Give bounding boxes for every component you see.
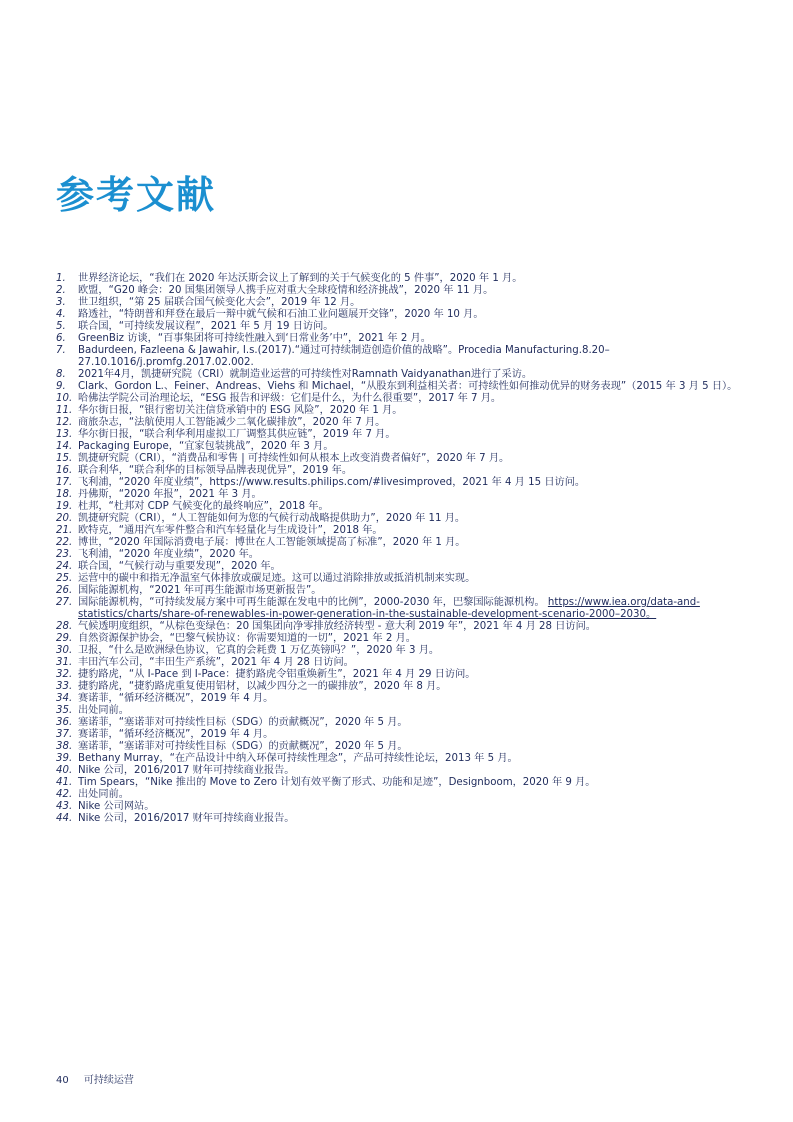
reference-number: 32. (56, 669, 73, 680)
reference-text: 商旅杂志，“法航使用人工智能减少二氧化碳排放”，2020 年 7 月。 (78, 417, 386, 428)
reference-text: GreenBiz 访谈，“百事集团将可持续性融入到‘日常业务’中”，2021 年 2 月。 (78, 333, 431, 344)
reference-item (56, 405, 746, 417)
reference-text: Nike 公司，2016/2017 财年可持续商业报告。 (78, 813, 295, 824)
reference-text: Nike 公司，2016/2017 财年可持续商业报告。 (78, 765, 295, 776)
reference-number: 11. (56, 405, 73, 416)
reference-number: 6. (56, 333, 66, 344)
reference-item (56, 345, 746, 369)
reference-text: 哈佛法学院公司治理论坛，“ESG 报告和评级：它们是什么，为什么很重要”，2017 年 7 月。 (78, 393, 502, 404)
reference-number: 29. (56, 633, 73, 644)
reference-text: 赛诺菲，“循环经济概况”，2019 年 4 月。 (78, 729, 274, 740)
reference-text: Bethany Murray，“在产品设计中纳入环保可持续性理念”，产品可持续性论坛，2013 年 5 月。 (78, 753, 518, 764)
reference-text: 气候透明度组织，“从棕色变绿色：20 国集团向净零排放经济转型 - 意大利 2019 年”，2021 年 4 月 28 日访问。 (78, 621, 596, 632)
reference-item (56, 789, 746, 801)
reference-number: 13. (56, 429, 73, 440)
reference-item (56, 717, 746, 729)
reference-item (56, 513, 746, 525)
reference-item (56, 501, 746, 513)
reference-number: 42. (56, 789, 73, 800)
reference-number: 12. (56, 417, 73, 428)
reference-text: 联合利华，“联合利华的目标领导品牌表现优异”，2019 年。 (78, 465, 353, 476)
reference-number: 30. (56, 645, 73, 656)
reference-item (56, 597, 746, 621)
reference-item (56, 801, 746, 813)
reference-text: Packaging Europe，“宜家包装挑战”，2020 年 3 月。 (78, 441, 334, 452)
reference-item (56, 561, 746, 573)
reference-item (56, 393, 746, 405)
reference-list (56, 273, 746, 825)
reference-item (56, 273, 746, 285)
reference-number: 10. (56, 393, 73, 404)
reference-text: 国际能源机构，“可持续发展方案中可再生能源在发电中的比例”，2000-2030 年，巴黎国际能源机构。 (78, 597, 545, 608)
reference-item (56, 465, 746, 477)
reference-number: 9. (56, 381, 66, 392)
reference-text: 联合国，“可持续发展议程”，2021 年 5 月 19 日访问。 (78, 321, 334, 332)
reference-number: 31. (56, 657, 73, 668)
reference-text: 出处同前。 (78, 705, 129, 716)
reference-number: 1. (56, 273, 66, 284)
reference-item (56, 333, 746, 345)
reference-link[interactable]: https://www.iea.org/data-and-statistics/charts/share-of-renewables-in-power-generation-in-the-sustainable-development-scenario-2000–2030。 (78, 597, 700, 620)
reference-number: 40. (56, 765, 73, 776)
reference-number: 5. (56, 321, 66, 332)
reference-item (56, 681, 746, 693)
reference-text: 捷豹路虎，“从 I-Pace 到 I-Pace：捷豹路虎令铝重焕新生”，2021 年 4 月 29 日访问。 (78, 669, 476, 680)
reference-item (56, 705, 746, 717)
reference-number: 36. (56, 717, 73, 728)
reference-item (56, 297, 746, 309)
reference-text: 世界经济论坛，“我们在 2020 年达沃斯会议上了解到的关于气候变化的 5 件事”，2020 年 1 月。 (78, 273, 523, 284)
reference-number: 27. (56, 597, 73, 608)
reference-item (56, 813, 746, 825)
reference-number: 7. (56, 345, 66, 356)
reference-number: 35. (56, 705, 73, 716)
reference-number: 28. (56, 621, 73, 632)
reference-item (56, 657, 746, 669)
reference-number: 41. (56, 777, 73, 788)
reference-item (56, 645, 746, 657)
page-footer (56, 1071, 134, 1086)
reference-number: 17. (56, 477, 73, 488)
reference-number: 19. (56, 501, 73, 512)
reference-text: Badurdeen, Fazleena & Jawahir, I.s.(2017).“通过可持续制造创造价值的战略”。Procedia Manufacturing.8.20–27.10.1016/j.promfg.2017.02.002. (78, 345, 610, 368)
reference-text: 飞利浦，“2020 年度业绩”，https://www.results.philips.com/#livesimproved，2021 年 4 月 15 日访问。 (78, 477, 586, 488)
reference-item (56, 765, 746, 777)
reference-text: 凯捷研究院（CRI），“人工智能如何为您的气候行动战略提供助力”，2020 年 11 月。 (78, 513, 466, 524)
reference-text: 欧特克，“通用汽车零件整合和汽车轻量化与生成设计”，2018 年。 (78, 525, 383, 536)
reference-number: 34. (56, 693, 73, 704)
reference-number: 16. (56, 465, 73, 476)
reference-text: 路透社，“特朗普和拜登在最后一辩中就气候和石油工业问题展开交锋”，2020 年 10 月。 (78, 309, 484, 320)
reference-item (56, 693, 746, 705)
reference-item (56, 573, 746, 585)
reference-text: 出处同前。 (78, 789, 129, 800)
reference-number: 26. (56, 585, 73, 596)
reference-number: 4. (56, 309, 66, 320)
reference-number: 23. (56, 549, 73, 560)
reference-text: 世卫组织，“第 25 届联合国气候变化大会”，2019 年 12 月。 (78, 297, 361, 308)
reference-text: Nike 公司网站。 (78, 801, 155, 812)
reference-text: Tim Spears，“Nike 推出的 Move to Zero 计划有效平衡了形式、功能和足迹”，Designboom，2020 年 9 月。 (78, 777, 596, 788)
reference-item (56, 585, 746, 597)
reference-item (56, 417, 746, 429)
reference-number: 33. (56, 681, 73, 692)
reference-item (56, 429, 746, 441)
reference-item (56, 477, 746, 489)
reference-item (56, 537, 746, 549)
reference-item (56, 777, 746, 789)
reference-number: 22. (56, 537, 73, 548)
reference-number: 14. (56, 441, 73, 452)
reference-item (56, 381, 746, 393)
reference-text: 丰田汽车公司，“丰田生产系统”，2021 年 4 月 28 日访问。 (78, 657, 354, 668)
reference-number: 39. (56, 753, 73, 764)
reference-number: 25. (56, 573, 73, 584)
reference-number: 24. (56, 561, 73, 572)
reference-text: 华尔街日报，“联合利华利用虚拟工厂调整其供应链”，2019 年 7 月。 (78, 429, 396, 440)
reference-item (56, 621, 746, 633)
reference-number: 2. (56, 285, 66, 296)
reference-number: 44. (56, 813, 73, 824)
reference-item (56, 729, 746, 741)
reference-text: 联合国，“气候行动与重要发现”，2020 年。 (78, 561, 281, 572)
reference-number: 21. (56, 525, 73, 536)
reference-item (56, 489, 746, 501)
reference-item (56, 453, 746, 465)
reference-item (56, 369, 746, 381)
reference-item (56, 285, 746, 297)
reference-text: 凯捷研究院（CRI），“消费品和零售 | 可持续性如何从根本上改变消费者偏好”，2020 年 7 月。 (78, 453, 510, 464)
reference-text: 自然资源保护协会，“巴黎气候协议：你需要知道的一切”，2021 年 2 月。 (78, 633, 416, 644)
reference-item (56, 669, 746, 681)
reference-number: 20. (56, 513, 73, 524)
reference-text: 华尔街日报，“银行密切关注信贷承销中的 ESG 风险”，2020 年 1 月。 (78, 405, 403, 416)
footer-label: 可持续运营 (83, 1075, 134, 1086)
page-title: 参考文献 (56, 173, 217, 217)
reference-text: 塞诺菲，“塞诺菲对可持续性目标（SDG）的贡献概况”，2020 年 5 月。 (78, 717, 408, 728)
reference-number: 43. (56, 801, 73, 812)
page-number: 40 (56, 1075, 69, 1086)
reference-text: Clark、Gordon L.、Feiner、Andreas、Viehs 和 Michael，“从股东到利益相关者：可持续性如何推动优异的财务表现”（2015 年 3 月 5 日）。 (78, 381, 738, 392)
reference-text: 运营中的碳中和指无净温室气体排放或碳足迹。这可以通过消除排放或抵消机制来实现。 (78, 573, 476, 584)
reference-text: 卫报，“什么是欧洲绿色协议，它真的会耗费 1 万亿英镑吗？”，2020 年 3 月。 (78, 645, 440, 656)
reference-text: 博世，“2020 年国际消费电子展：博世在人工智能领域提高了标准”，2020 年 1 月。 (78, 537, 466, 548)
reference-item (56, 321, 746, 333)
reference-item (56, 633, 746, 645)
reference-text: 丹佛斯，“2020 年报”，2021 年 3 月。 (78, 489, 262, 500)
reference-text: 欧盟，“G20 峰会：20 国集团领导人携手应对重大全球疫情和经济挑战”，2020 年 11 月。 (78, 285, 494, 296)
reference-number: 37. (56, 729, 73, 740)
reference-item (56, 525, 746, 537)
reference-text: 国际能源机构，“2021 年可再生能源市场更新报告”。 (78, 585, 322, 596)
reference-item (56, 549, 746, 561)
reference-item (56, 753, 746, 765)
reference-number: 38. (56, 741, 73, 752)
reference-text: 赛诺菲，“循环经济概况”，2019 年 4 月。 (78, 693, 274, 704)
reference-number: 8. (56, 369, 66, 380)
reference-item (56, 309, 746, 321)
reference-text: 塞诺菲，“塞诺菲对可持续性目标（SDG）的贡献概况”，2020 年 5 月。 (78, 741, 408, 752)
reference-item (56, 741, 746, 753)
reference-item (56, 441, 746, 453)
reference-number: 15. (56, 453, 73, 464)
reference-number: 18. (56, 489, 73, 500)
reference-text: 捷豹路虎，“捷豹路虎重复使用铝材，以减少四分之一的碳排放”，2020 年 8 月。 (78, 681, 447, 692)
reference-text: 2021年4月，凯捷研究院（CRI）就制造业运营的可持续性对Ramnath Vaidyanathan进行了采访。 (78, 369, 533, 380)
reference-text: 飞利浦，“2020 年度业绩”，2020 年。 (78, 549, 259, 560)
reference-text: 杜邦，“杜邦对 CDP 气候变化的最终响应”，2018 年。 (78, 501, 329, 512)
reference-number: 3. (56, 297, 66, 308)
